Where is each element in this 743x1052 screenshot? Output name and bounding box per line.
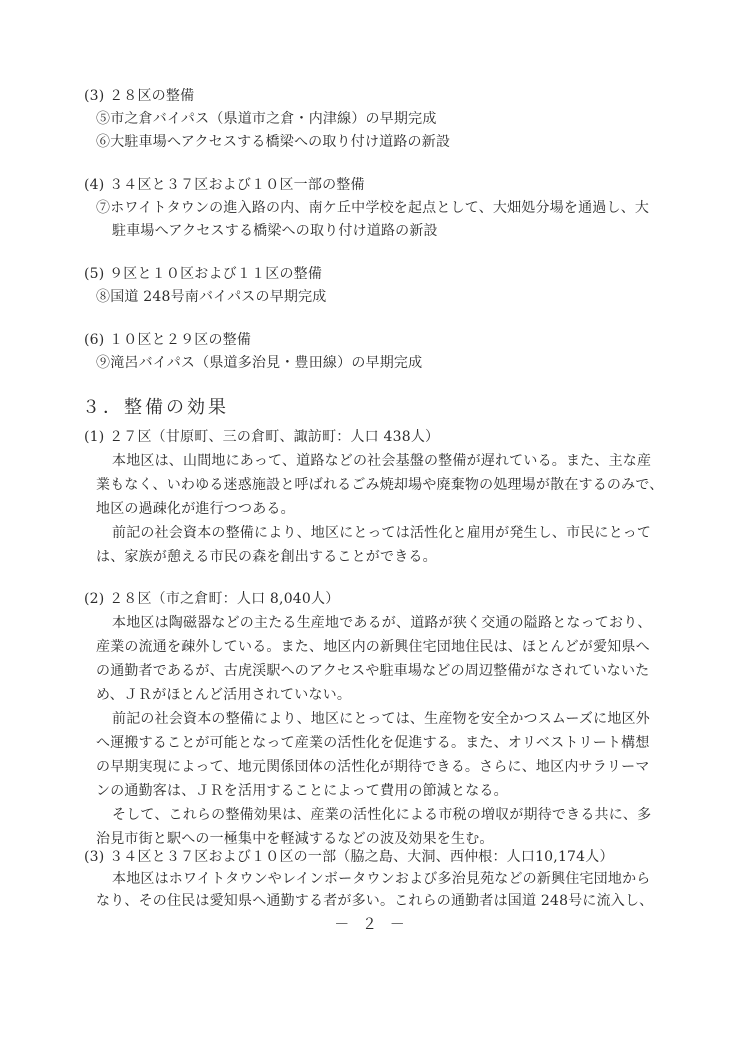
paragraph-line: め、ＪＲがほとんど活用されていない。 <box>96 687 352 703</box>
paragraph-line: 業もなく、いわゆる迷惑施設と呼ばれるごみ焼却場や廃棄物の処理場が散在するのみで、 <box>96 477 664 493</box>
paragraph-line: なり、その住民は愛知県へ通勤する者が多い。これらの通勤者は国道 248号に流入し、 <box>96 893 654 909</box>
list-item: ⑦ホワイトタウンの進入路の内、南ケ丘中学校を起点として、大畑処分場を通過し、大 <box>96 200 650 216</box>
paragraph-line: の通勤者であるが、古虎渓駅へのアクセスや駐車場などの周辺整備がなされていないた <box>96 663 650 679</box>
paragraph-line: へ運搬することが可能となって産業の活性化を促進する。また、オリベストリート構想 <box>96 735 650 751</box>
paragraph-line: 地区の過疎化が進行つつある。 <box>96 501 295 517</box>
list-item: ⑧国道 248号南バイパスの早期完成 <box>96 289 327 305</box>
section-heading: (4) ３４区と３７区および１０区一部の整備 <box>84 177 365 193</box>
list-item: ⑨滝呂バイパス（県道多治見・豊田線）の早期完成 <box>96 355 423 371</box>
paragraph-line: 本地区は、山間地にあって、道路などの社会基盤の整備が遅れている。また、主な産 <box>112 453 652 469</box>
effect-heading: (1) ２７区（甘原町、三の倉町、諏訪町：人口 438人） <box>84 429 440 445</box>
list-item: ⑤市之倉バイパス（県道市之倉・内津線）の早期完成 <box>96 111 437 127</box>
paragraph-line: 産業の流通を疎外している。また、地区内の新興住宅団地住民は、ほとんどが愛知県へ <box>96 639 650 655</box>
section-heading: (3) ２８区の整備 <box>84 88 195 104</box>
paragraph-line: 本地区は陶磁器などの主たる生産地であるが、道路が狭く交通の隘路となっており、 <box>112 615 652 631</box>
section-title: ３．整備の効果 <box>82 397 229 418</box>
section-heading: (5) ９区と１０区および１１区の整備 <box>84 266 323 282</box>
paragraph-line: 治見市街と駅への一極集中を軽減するなどの波及効果を生む。 <box>96 831 494 847</box>
paragraph-line: ンの通勤客は、ＪＲを活用することによって費用の節減となる。 <box>96 783 508 799</box>
paragraph-line: の早期実現によって、地元関係団体の活性化が期待できる。さらに、地区内サラリーマ <box>96 759 650 775</box>
page-number: － ２ － <box>334 915 409 933</box>
paragraph-line: 前記の社会資本の整備により、地区にとっては、生産物を安全かつスムーズに地区外 <box>112 711 650 727</box>
paragraph-line: は、家族が憩える市民の森を創出することができる。 <box>96 549 437 565</box>
paragraph-line: 前記の社会資本の整備により、地区にとっては活性化と雇用が発生し、市民にとって <box>112 525 652 541</box>
effect-heading: (2) ２８区（市之倉町：人口 8,040人） <box>84 591 340 607</box>
paragraph-line: 本地区はホワイトタウンやレインボータウンおよび多治見苑などの新興住宅団地から <box>112 871 651 887</box>
paragraph-line: そして、これらの整備効果は、産業の活性化による市税の増収が期待できる共に、多 <box>112 807 652 823</box>
list-item: 駐車場へアクセスする橋梁への取り付け道路の新設 <box>112 223 438 239</box>
list-item: ⑥大駐車場へアクセスする橋梁への取り付け道路の新設 <box>96 134 451 150</box>
section-heading: (6) １０区と２９区の整備 <box>84 332 252 348</box>
effect-heading: (3) ３４区と３７区および１０区の一部（脇之島、大洞、西仲根：人口10,174人） <box>84 849 614 865</box>
